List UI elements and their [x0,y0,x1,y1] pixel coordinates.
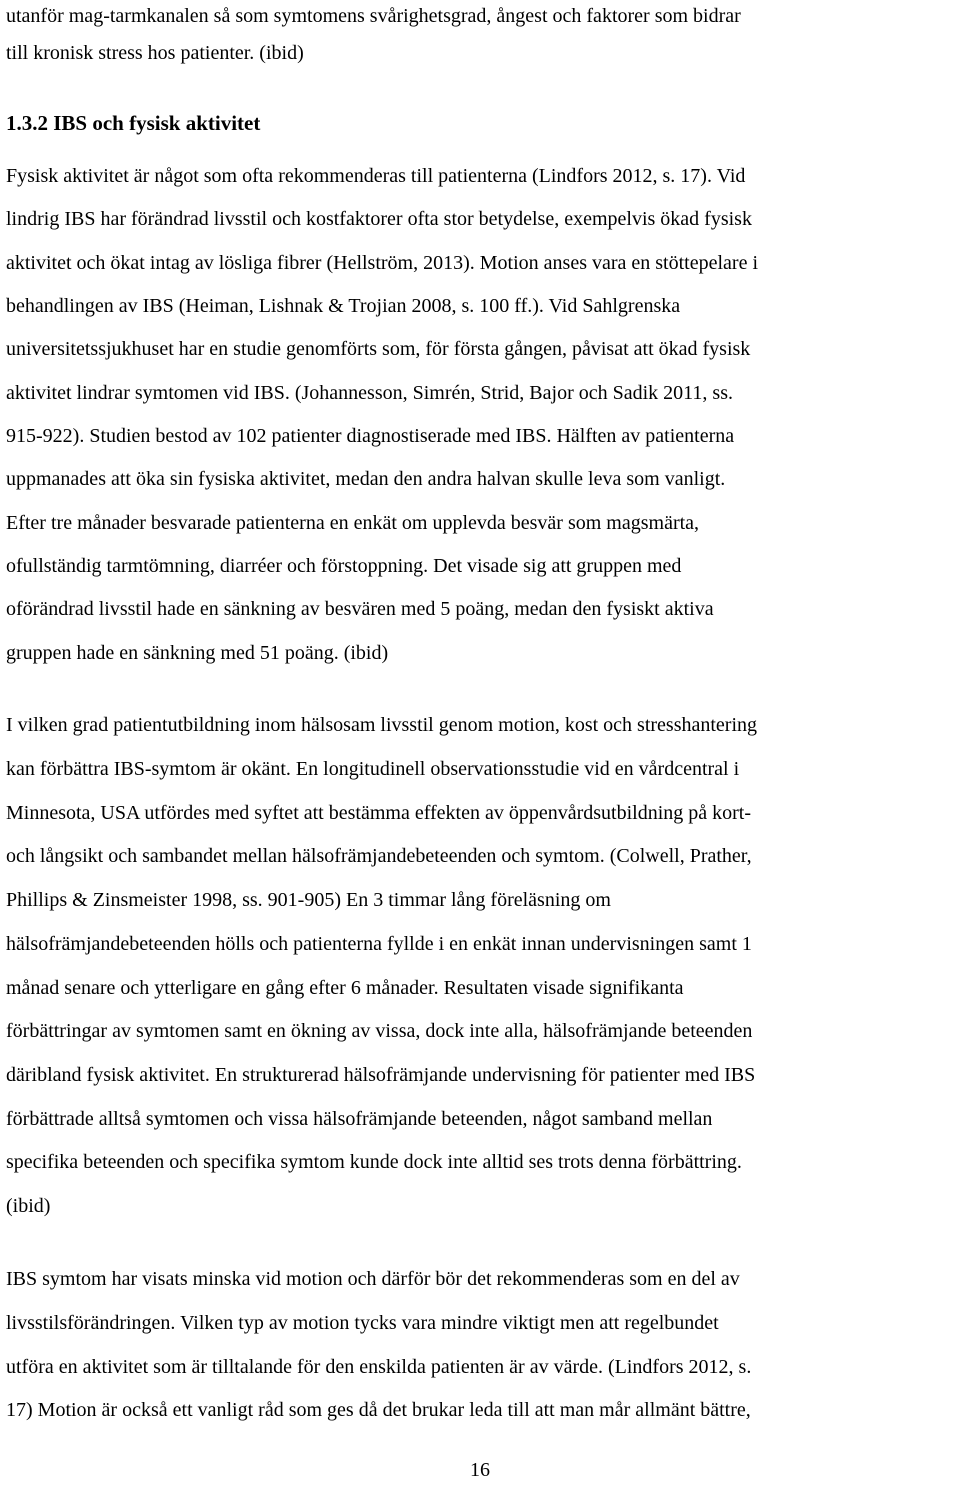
text-line: uppmanades att öka sin fysiska aktivitet, medan den andra halvan skulle leva som vanligt. [6,468,726,490]
text-line: oförändrad livsstil hade en sänkning av besvären med 5 poäng, medan den fysiskt aktiva [6,598,714,620]
text-line: IBS symtom har visats minska vid motion och därför bör det rekommenderas som en del av [6,1268,740,1290]
text-line: aktivitet och ökat intag av lösliga fibrer (Hellström, 2013). Motion anses vara en stöttepelare i [6,252,759,274]
text-line: 915-922). Studien bestod av 102 patienter diagnostiserade med IBS. Hälften av patienterna [6,425,735,447]
text-line: förbättrade alltså symtomen och vissa hälsofrämjande beteenden, något samband mellan [6,1108,713,1130]
text-line: däribland fysisk aktivitet. En strukturerad hälsofrämjande undervisning för patienter med IBS [6,1064,756,1086]
text-line: månad senare och ytterligare en gång efter 6 månader. Resultaten visade signifikanta [6,977,684,999]
text-line: lindrig IBS har förändrad livsstil och kostfaktorer ofta stor betydelse, exempelvis ökad fysisk [6,208,752,230]
text-line: Phillips & Zinsmeister 1998, ss. 901-905) En 3 timmar lång föreläsning om [6,889,611,911]
text-line: Efter tre månader besvarade patienterna en enkät om upplevda besvär som magsmärta, [6,512,700,534]
text-line: ofullständig tarmtömning, diarréer och förstoppning. Det visade sig att gruppen med [6,555,682,577]
text-line: livsstilsförändringen. Vilken typ av motion tycks vara mindre viktigt men att regelbundet [6,1312,719,1334]
text-line: kan förbättra IBS-symtom är okänt. En longitudinell observationsstudie vid en vårdcentral i [6,758,740,780]
text-line: utföra en aktivitet som är tilltalande för den enskilda patienten är av värde. (Lindfors 2012, s. [6,1356,752,1378]
text-line: gruppen hade en sänkning med 51 poäng. (ibid) [6,642,389,664]
text-line: Minnesota, USA utfördes med syftet att bestämma effekten av öppenvårdsutbildning på kort- [6,802,752,824]
text-line: hälsofrämjandebeteenden hölls och patienterna fyllde i en enkät innan undervisningen samt 1 [6,933,752,955]
text-line: behandlingen av IBS (Heiman, Lishnak & Trojian 2008, s. 100 ff.). Vid Sahlgrenska [6,295,681,317]
text-line: I vilken grad patientutbildning inom hälsosam livsstil genom motion, kost och stresshantering [6,714,758,736]
text-line: 17) Motion är också ett vanligt råd som ges då det brukar leda till att man mår allmänt bättre, [6,1399,751,1421]
text-line: Fysisk aktivitet är något som ofta rekommenderas till patienterna (Lindfors 2012, s. 17). Vid [6,165,746,187]
text-line: förbättringar av symtomen samt en ökning av vissa, dock inte alla, hälsofrämjande beteenden [6,1020,753,1042]
text-line: (ibid) [6,1195,51,1217]
page-number: 16 [470,1459,490,1481]
section-heading: 1.3.2 IBS och fysisk aktivitet [6,111,261,135]
text-line: till kronisk stress hos patienter. (ibid) [6,42,304,64]
text-line: universitetssjukhuset har en studie genomförts som, för första gången, påvisat att ökad fysisk [6,338,751,360]
text-line: och långsikt och sambandet mellan hälsofrämjandebeteenden och symtom. (Colwell, Prather, [6,845,752,867]
text-line: specifika beteenden och specifika symtom kunde dock inte alltid ses trots denna förbättring. [6,1151,742,1173]
text-line: utanför mag-tarmkanalen så som symtomens svårighetsgrad, ångest och faktorer som bidrar [6,5,741,27]
text-line: aktivitet lindrar symtomen vid IBS. (Johannesson, Simrén, Strid, Bajor och Sadik 2011, ss. [6,382,733,404]
